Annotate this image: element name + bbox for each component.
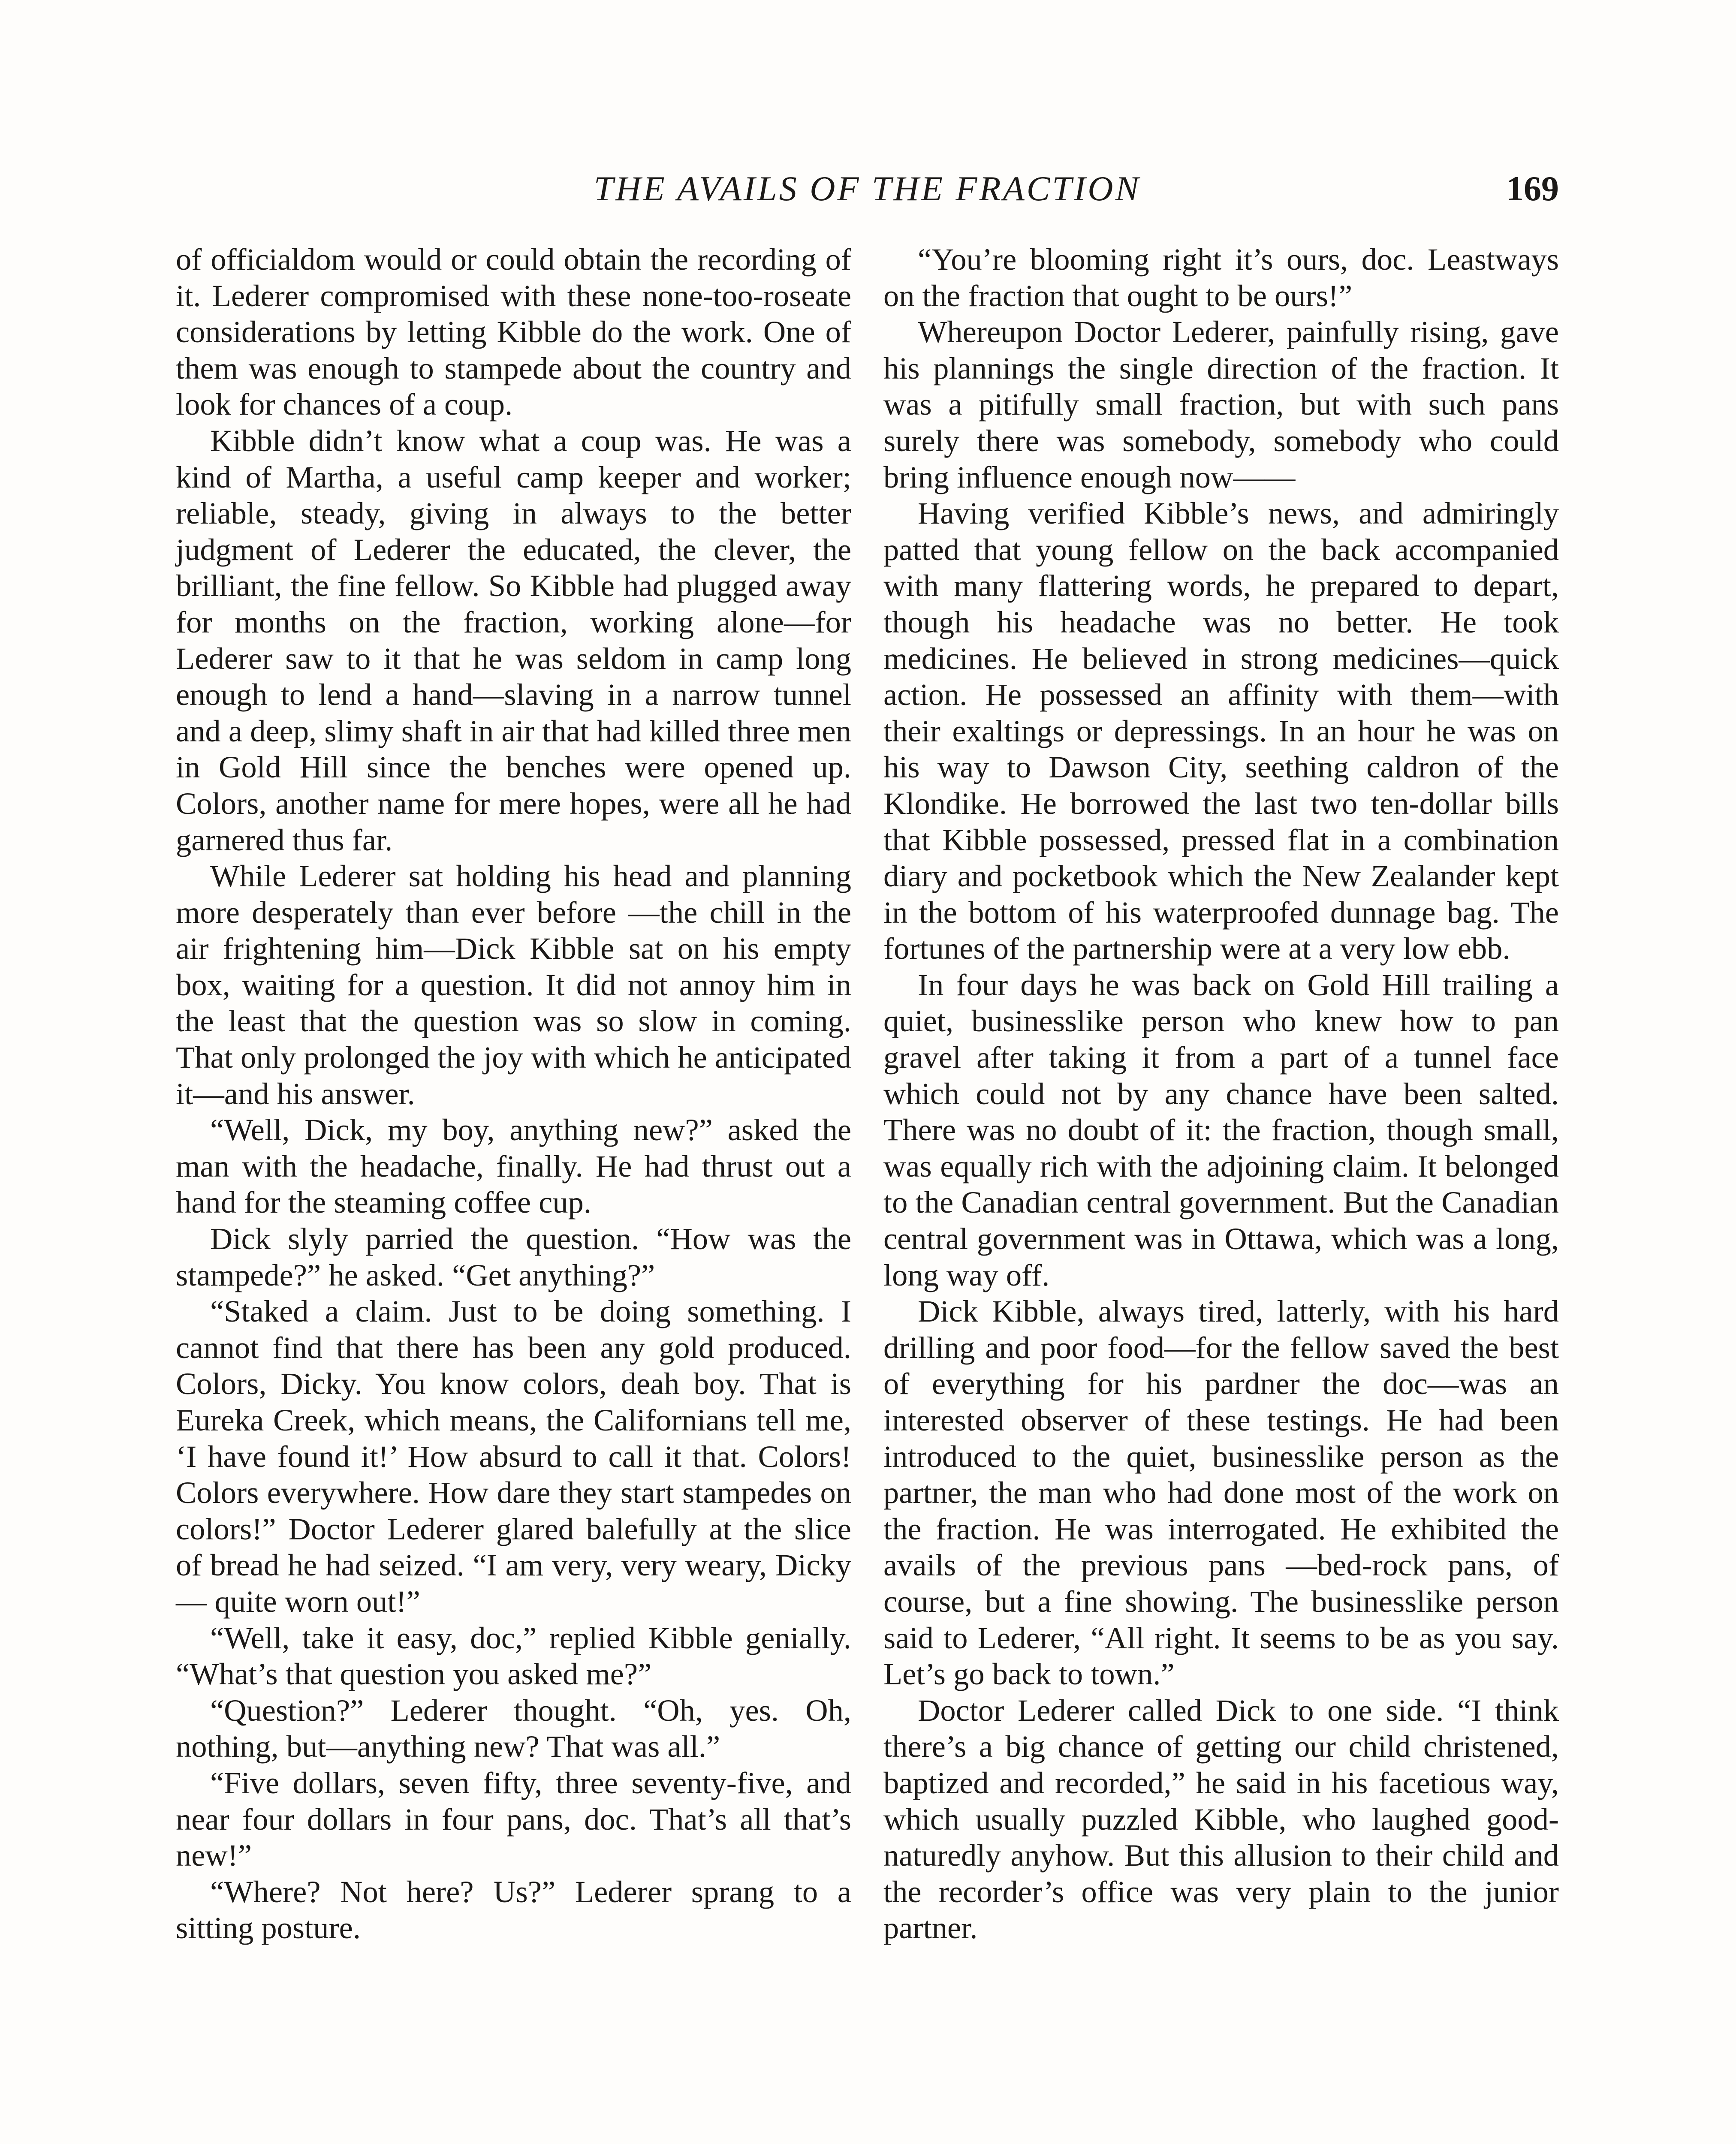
left-column <box>176 241 851 1946</box>
paragraph: “Well, Dick, my boy, anything new?” asked the man with the headache, finally. He had thrust out a hand for the steaming coffee cup. <box>176 1112 851 1220</box>
paragraph: “Question?” Lederer thought. “Oh, yes. Oh, nothing, but—anything new? That was all.” <box>176 1692 851 1764</box>
running-head <box>176 163 1559 214</box>
paragraph: Kibble didn’t know what a coup was. He was a kind of Martha, a useful camp keeper and worker; reliable, steady, giving in always to the better judgment of Lederer the educated, the clever, the brilliant, the fine fellow. So Kibble had plugged away for months on the fraction, working alone—for Lederer saw to it that he was seldom in camp long enough to lend a hand—slaving in a narrow tunnel and a deep, slimy shaft in air that had killed three men in Gold Hill since the benches were opened up. Colors, another name for mere hopes, were all he had garnered thus far. <box>176 423 851 857</box>
paragraph: “You’re blooming right it’s ours, doc. Leastways on the fraction that ought to be ours!” <box>883 242 1559 313</box>
paragraph: of officialdom would or could obtain the recording of it. Lederer compromised with these none-too-roseate considerations by letting Kibble do the work. One of them was enough to stampede about the country and look for chances of a coup. <box>176 242 851 422</box>
paragraph: Dick slyly parried the question. “How was the stampede?” he asked. “Get anything?” <box>176 1221 851 1292</box>
paragraph: Having verified Kibble’s news, and admiringly patted that young fellow on the back accompanied with many flattering words, he prepared to depart, though his headache was no better. He took medicines. He believed in strong medicines—quick action. He possessed an affinity with them—with their exaltings or depressings. In an hour he was on his way to Dawson City, seething caldron of the Klondike. He borrowed the last two ten-dollar bills that Kibble possessed, pressed flat in a combination diary and pocketbook which the New Zealander kept in the bottom of his waterproofed dunnage bag. The fortunes of the partnership were at a very low ebb. <box>883 496 1559 966</box>
paragraph: In four days he was back on Gold Hill trailing a quiet, businesslike person who knew how to pan gravel after taking it from a part of a tunnel face which could not by any chance have been salted. There was no doubt of it: the fraction, though small, was equally rich with the adjoining claim. It belonged to the Canadian central government. But the Canadian central government was in Ottawa, which was a long, long way off. <box>883 967 1559 1292</box>
paragraph: “Well, take it easy, doc,” replied Kibble genially. “What’s that question you asked me?” <box>176 1620 851 1692</box>
page-number: 169 <box>1506 169 1559 208</box>
paragraph: “Five dollars, seven fifty, three seventy-five, and near four dollars in four pans, doc. That’s all that’s new!” <box>176 1765 851 1873</box>
paragraph: While Lederer sat holding his head and planning more desperately than ever before —the chill in the air frightening him—Dick Kibble sat on his empty box, waiting for a question. It did not annoy him in the least that the question was so slow in coming. That only prolonged the joy with which he anticipated it—and his answer. <box>176 858 851 1111</box>
paragraph: Doctor Lederer called Dick to one side. “I think there’s a big chance of getting our child christened, baptized and recorded,” he said in his facetious way, which usually puzzled Kibble, who laughed good-naturedly anyhow. But this allusion to their child and the recorder’s office was very plain to the junior partner. <box>883 1692 1559 1945</box>
paragraph: “Staked a claim. Just to be doing something. I cannot find that there has been any gold produced. Colors, Dicky. You know colors, deah boy. That is Eureka Creek, which means, the Californians tell me, ‘I have found it!’ How absurd to call it that. Colors! Colors everywhere. How dare they start stampedes on colors!” Doctor Lederer glared balefully at the slice of bread he had seized. “I am very, very weary, Dicky— quite worn out!” <box>176 1294 851 1619</box>
paragraph: Whereupon Doctor Lederer, painfully rising, gave his plannings the single direction of the fraction. It was a pitifully small fraction, but with such pans surely there was somebody, somebody who could bring influence enough now—— <box>883 314 1559 494</box>
paragraph: “Where? Not here? Us?” Lederer sprang to a sitting posture. <box>176 1874 851 1945</box>
paragraph: Dick Kibble, always tired, latterly, with his hard drilling and poor food—for the fellow saved the best of everything for his pardner the doc—was an interested observer of these testings. He had been introduced to the quiet, businesslike person as the partner, the man who had done most of the work on the fraction. He was interrogated. He exhibited the avails of the previous pans —bed-rock pans, of course, but a fine showing. The businesslike person said to Lederer, “All right. It seems to be as you say. Let’s go back to town.” <box>883 1294 1559 1692</box>
running-title: THE AVAILS OF THE FRACTION <box>594 169 1141 208</box>
right-column <box>883 241 1559 1946</box>
